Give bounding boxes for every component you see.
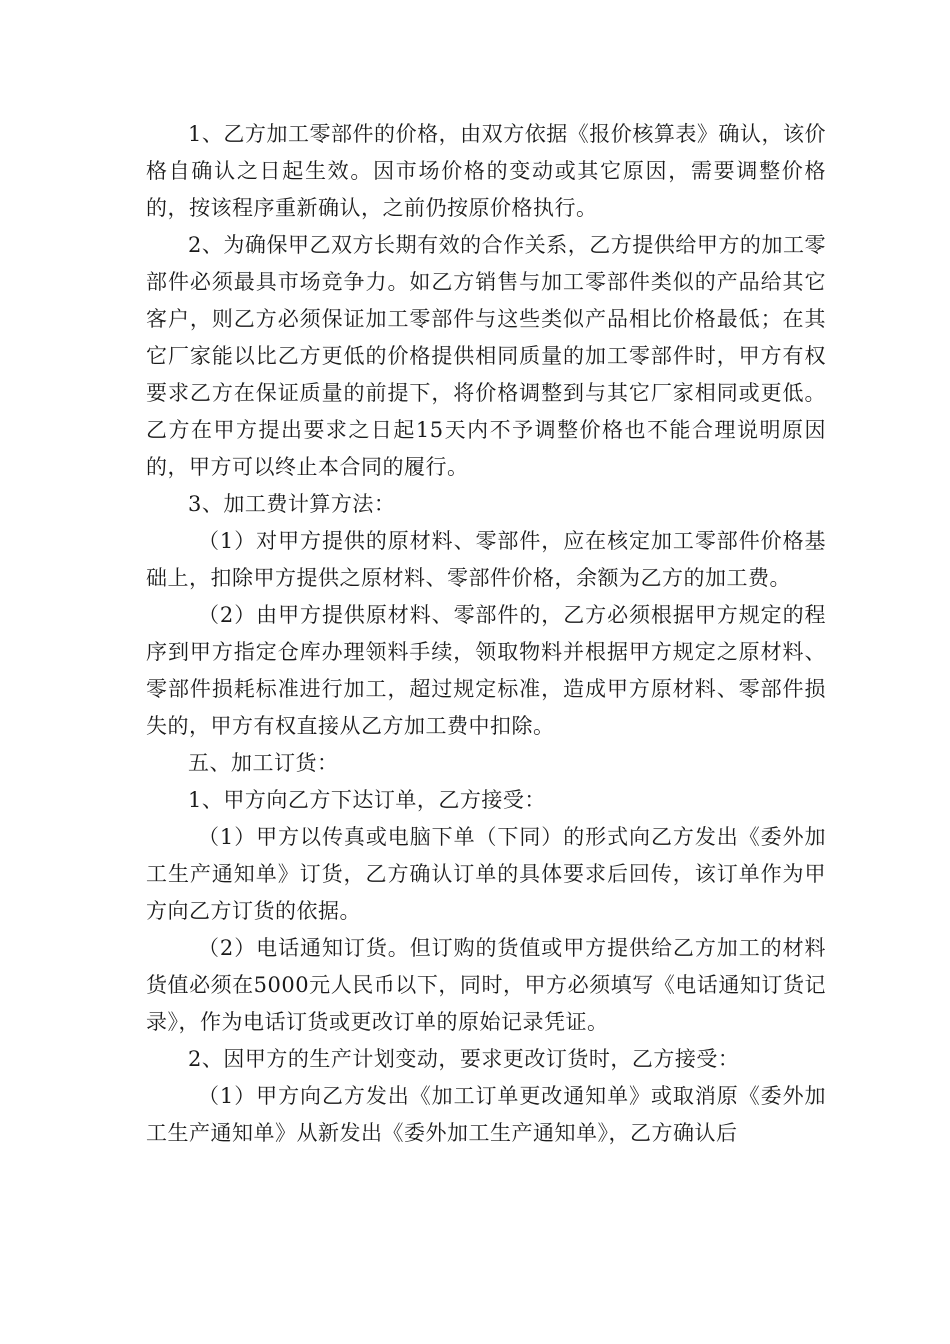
paragraph-price-confirmation: 1、乙方加工零部件的价格，由双方依据《报价核算表》确认，该价格自确认之日起生效。因市场价格的变动或其它原因，需要调整价格的，按该程序重新确认，之前仍按原价格执行。 <box>146 122 826 220</box>
section-heading-ordering: 五、加工订货： <box>188 751 339 775</box>
paragraph-order-change-item-1: （1）甲方向乙方发出《加工订单更改通知单》或取消原《委外加工生产通知单》从新发出《委外加工生产通知单》，乙方确认后 <box>146 1084 826 1145</box>
paragraph-fee-item-2: （2）由甲方提供原材料、零部件的，乙方必须根据甲方规定的程序到甲方指定仓库办理领料手续，领取物料并根据甲方规定之原材料、零部件损耗标准进行加工，超过规定标准，造成甲方原材料、零部件损失的，甲方有权直接从乙方加工费中扣除。 <box>146 603 826 738</box>
paragraph-competitiveness: 2、为确保甲乙双方长期有效的合作关系，乙方提供给甲方的加工零部件必须最具市场竞争力。如乙方销售与加工零部件类似的产品给其它客户，则乙方必须保证加工零部件与这些类似产品相比价格最低；在其它厂家能以比乙方更低的价格提供相同质量的加工零部件时，甲方有权要求乙方在保证质量的前提下，将价格调整到与其它厂家相同或更低。乙方在甲方提出要求之日起15天内不予调整价格也不能合理说明原因的，甲方可以终止本合同的履行。 <box>146 233 826 479</box>
paragraph-fee-calculation-heading: 3、加工费计算方法： <box>188 492 396 516</box>
paragraph-order-change: 2、因甲方的生产计划变动，要求更改订货时，乙方接受： <box>188 1047 740 1071</box>
paragraph-fee-item-1: （1）对甲方提供的原材料、零部件，应在核定加工零部件价格基础上，扣除甲方提供之原材料、零部件价格，余额为乙方的加工费。 <box>146 529 826 590</box>
paragraph-order-item-2: （2）电话通知订货。但订购的货值或甲方提供给乙方加工的材料货值必须在5000元人民币以下，同时，甲方必须填写《电话通知订货记录》，作为电话订货或更改订单的原始记录凭证。 <box>146 936 826 1034</box>
document-body <box>146 116 826 1152</box>
paragraph-order-issue: 1、甲方向乙方下达订单，乙方接受： <box>188 788 546 812</box>
paragraph-order-item-1: （1）甲方以传真或电脑下单（下同）的形式向乙方发出《委外加工生产通知单》订货，乙方确认订单的具体要求后回传，该订单作为甲方向乙方订货的依据。 <box>146 825 826 923</box>
